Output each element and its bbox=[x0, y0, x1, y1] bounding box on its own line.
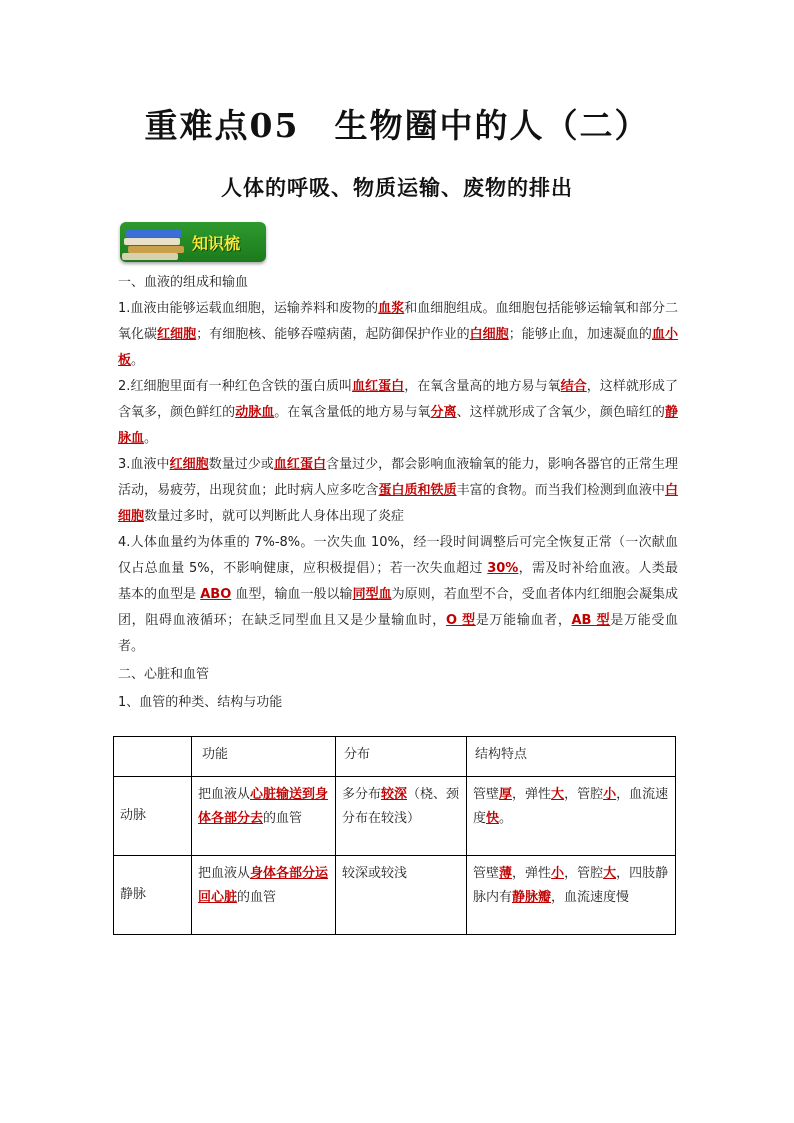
table-header-cell: 分布 bbox=[336, 737, 467, 777]
cell-function bbox=[192, 777, 336, 856]
table-header-row bbox=[114, 737, 676, 777]
text-segment: ，血流速度慢 bbox=[551, 890, 630, 905]
key-term: 薄 bbox=[499, 866, 513, 881]
key-term: ABO bbox=[200, 587, 232, 602]
knowledge-badge bbox=[120, 222, 266, 262]
key-term: O 型 bbox=[445, 613, 476, 628]
text-segment: 1.血液由能够运载血细胞，运输养料和废物的 bbox=[118, 301, 379, 316]
page-title: 重难点05 生物圈中的人（二） bbox=[144, 106, 650, 145]
text-segment: 管壁 bbox=[473, 787, 500, 802]
key-term: 白细胞 bbox=[469, 327, 509, 342]
text-segment: 数量过少或 bbox=[208, 457, 274, 472]
text-segment: 2.红细胞里面有一种红色含铁的蛋白质叫 bbox=[118, 379, 353, 394]
text-segment: ，血流速度 bbox=[473, 787, 669, 826]
key-term: 30% bbox=[487, 561, 519, 576]
paragraph-2 bbox=[118, 374, 678, 452]
key-term: 小 bbox=[551, 866, 565, 881]
text-segment: 是万能受血者。 bbox=[118, 613, 678, 654]
paragraph-1 bbox=[118, 296, 678, 374]
key-term: 血浆 bbox=[378, 301, 405, 316]
text-segment: 较深或较浅 bbox=[342, 866, 408, 881]
text-segment: 。 bbox=[499, 811, 513, 826]
key-term: 血小板 bbox=[118, 327, 678, 368]
text-segment: ，需及时补给血液。人类最基本的血型是 bbox=[118, 561, 678, 602]
text-segment: 数量过多时，就可以判断此人身体出现了炎症 bbox=[144, 509, 405, 524]
cell-distribution bbox=[336, 777, 467, 856]
vessel-table bbox=[113, 736, 676, 935]
key-term: 血红蛋白 bbox=[273, 457, 327, 472]
text-segment: 管壁 bbox=[473, 866, 500, 881]
key-term: 身体各部分运回心脏 bbox=[198, 866, 329, 905]
paragraph-3 bbox=[118, 452, 678, 530]
text-segment: 把血液从 bbox=[198, 787, 251, 802]
section1-heading: 一、血液的组成和输血 bbox=[118, 275, 249, 290]
text-segment: ，这样就形成了含氧多，颜色鲜红的 bbox=[118, 379, 678, 420]
text-segment: ，管腔 bbox=[564, 866, 604, 881]
key-term: 同型血 bbox=[352, 587, 392, 602]
text-segment: 丰富的食物。而当我们检测到血液中 bbox=[456, 483, 665, 498]
key-term: 大 bbox=[551, 787, 565, 802]
text-segment: 。 bbox=[144, 431, 158, 446]
key-term: 快 bbox=[486, 811, 500, 826]
key-term: 静脉瓣 bbox=[512, 890, 552, 905]
key-term: 白细胞 bbox=[118, 483, 678, 524]
text-segment: ，管腔 bbox=[564, 787, 604, 802]
page-subtitle: 人体的呼吸、物质运输、废物的排出 bbox=[221, 175, 573, 200]
key-term: 蛋白质和铁质 bbox=[378, 483, 457, 498]
key-term: 结合 bbox=[560, 379, 587, 394]
text-segment: 。 bbox=[131, 353, 145, 368]
text-segment: （桡、颈分布在较浅） bbox=[342, 787, 460, 826]
text-segment: 、这样就形成了含氧少，颜色暗红的 bbox=[456, 405, 665, 420]
row-label: 静脉 bbox=[114, 856, 192, 935]
key-term: 动脉血 bbox=[235, 405, 275, 420]
table-row bbox=[114, 777, 676, 856]
key-term: 静脉血 bbox=[118, 405, 678, 446]
key-term: 分离 bbox=[430, 405, 457, 420]
content bbox=[118, 270, 678, 716]
text-segment: 多分布 bbox=[342, 787, 382, 802]
cell-structure bbox=[467, 777, 676, 856]
row-label: 动脉 bbox=[114, 777, 192, 856]
text-segment: 3.血液中 bbox=[118, 457, 170, 472]
text-segment: 把血液从 bbox=[198, 866, 251, 881]
table-header-cell: 结构特点 bbox=[467, 737, 676, 777]
badge-label: 知识梳 bbox=[192, 234, 241, 253]
text-segment: ；有细胞核、能够吞噬病菌，起防御保护作业的 bbox=[196, 327, 470, 342]
paragraph-4 bbox=[118, 530, 678, 660]
text-segment: ，在氧含量高的地方易与氧 bbox=[404, 379, 561, 394]
text-segment: 为原则，若血型不合，受血者体内红细胞会凝集成团，阻碍血液循环；在缺乏同型血且又是少量输血时， bbox=[118, 587, 678, 628]
text-segment: 是万能输血者， bbox=[475, 613, 572, 628]
text-segment: 。在氧含量低的地方易与氧 bbox=[274, 405, 431, 420]
key-term: 红细胞 bbox=[157, 327, 197, 342]
text-segment: 的血管 bbox=[237, 890, 277, 905]
key-term: AB 型 bbox=[571, 613, 611, 628]
cell-function bbox=[192, 856, 336, 935]
text-segment: 和血细胞组成。血细胞包括能够运输氧和部分二氧化碳 bbox=[118, 301, 678, 342]
table-header-cell bbox=[114, 737, 192, 777]
text-segment: 含量过少，都会影响血液输氧的能力，影响各器官的正常生理活动，易疲劳，出现贫血；此时病人应多吃含 bbox=[118, 457, 678, 498]
cell-distribution bbox=[336, 856, 467, 935]
text-segment: ，弹性 bbox=[512, 787, 552, 802]
key-term: 红细胞 bbox=[169, 457, 209, 472]
text-segment: ，四肢静脉内有 bbox=[473, 866, 669, 905]
text-segment: 4.人体血量约为体重的 7%-8%。一次失血 10%，经一段时间调整后可完全恢复正常（一次献血仅占总血量 5%，不影响健康，应积极提倡）；若一次失血超过 bbox=[118, 535, 678, 576]
section2-subheading: 1、血管的种类、结构与功能 bbox=[118, 695, 283, 710]
table-row bbox=[114, 856, 676, 935]
text-segment: ，弹性 bbox=[512, 866, 552, 881]
key-term: 小 bbox=[603, 787, 617, 802]
key-term: 心脏输送到身体各部分去 bbox=[198, 787, 329, 826]
key-term: 较深 bbox=[381, 787, 408, 802]
text-segment: 的血管 bbox=[263, 811, 303, 826]
table-header-cell: 功能 bbox=[192, 737, 336, 777]
section2-heading: 二、心脏和血管 bbox=[118, 667, 210, 682]
text-segment: ；能够止血，加速凝血的 bbox=[508, 327, 652, 342]
key-term: 血红蛋白 bbox=[352, 379, 405, 394]
key-term: 厚 bbox=[499, 787, 513, 802]
key-term: 大 bbox=[603, 866, 617, 881]
text-segment: 血型，输血一般以输 bbox=[231, 587, 353, 602]
cell-structure bbox=[467, 856, 676, 935]
